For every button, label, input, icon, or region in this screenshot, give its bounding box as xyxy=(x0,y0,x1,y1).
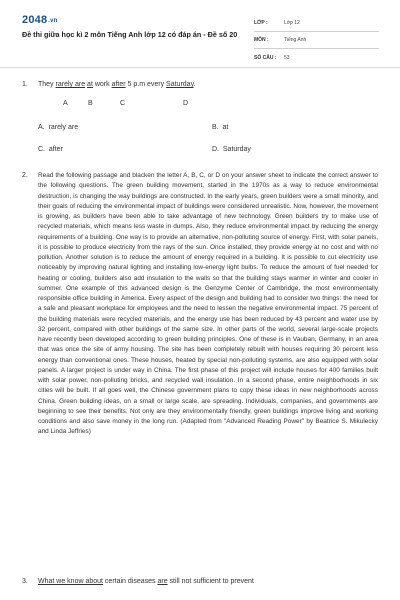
option-text: after xyxy=(48,146,63,153)
header-divider xyxy=(0,67,400,68)
underlined-part-c: after xyxy=(111,81,126,88)
page-header xyxy=(0,0,400,62)
question-3-number: 3. xyxy=(22,578,28,585)
option-text: Saturday xyxy=(222,146,251,153)
meta-row-count xyxy=(254,49,379,66)
stem-text: still not sufficient to prevent xyxy=(167,578,254,585)
option-letter: A. xyxy=(38,124,45,131)
exam-title: Đề thi giữa học kì 2 môn Tiếng Anh lớp 12 có đáp án - Đề số 20 xyxy=(22,30,238,39)
question-1-number: 1. xyxy=(22,81,28,88)
meta-value: Tiếng Anh xyxy=(284,37,307,43)
stem-text: work xyxy=(92,81,112,88)
stem-text: certain diseases xyxy=(102,578,158,585)
underlined-part-d: Saturday xyxy=(166,81,194,88)
option-text: rarely are xyxy=(48,124,79,131)
meta-key: SỐ CÂU : xyxy=(254,54,277,61)
stem-text: . xyxy=(193,81,196,88)
meta-key: MÔN : xyxy=(254,37,269,43)
meta-row-subject xyxy=(254,32,379,49)
underlined-part-a: rarely are xyxy=(55,81,86,88)
option-letter: D. xyxy=(212,146,219,153)
underlined-part-b: are xyxy=(157,578,168,585)
option-letter: C. xyxy=(38,146,45,153)
stem-text: They xyxy=(38,81,56,88)
question-1-stem xyxy=(38,81,196,88)
logo-suffix: .vn xyxy=(48,18,58,24)
option-b[interactable] xyxy=(212,124,228,131)
marker-c: C xyxy=(120,100,126,107)
underlined-part-a: What we know about xyxy=(38,578,103,585)
option-c[interactable] xyxy=(38,146,63,153)
stem-text: 5 p.m every xyxy=(125,81,167,88)
option-letter: B. xyxy=(212,124,219,131)
option-d[interactable] xyxy=(212,146,251,153)
question-3-stem xyxy=(38,578,254,585)
question-2-passage: Read the following passage and blacken the letter A, B, C, or D on your answer sheet to indicate the correct answer to the following questions. The green building movement, started in the 1970s as a way to reduce environmental destruction, is changing the way buildings are constructed. In the early years, green builders were a small minority, and their goals of reducing the environmental impact of buildings were considered unrealistic. Now, however, the movement is growing, as builders have been able to take advantage of new technology. Green builders try to make use of recycled materials, which means less waste in dumps. Also, they reduce environmental impact by reducing the energy requirements of a building. One way is to provide an alternative, non-polluting source of energy. First, with solar panels, it is possible to produce electricity from the rays of the sun. Once installed, they provide energy at no cost and with no pollution. Another solution is to reduce the amount of energy required in a building. It is possible to cut electricity use noticeably by improving natural lighting and installing low-energy light bulbs. To reduce the amount of fuel needed for heating or cooling, builders also add insulation to the walls so that the building stays warmer in winter and cooler in summer. One example of this advanced design is the Genzyme Center of Cambridge, the most environmentally responsible office building in America. Every aspect of the design and building had to consider two things: the need for a safe and pleasant workplace for employees and the need to lessen the negative environmental impact. 75 percent of the building materials were recycled materials, and the energy use has been reduced by 43 percent and water use by 32 percent, compared with other buildings of the same size. In other parts of the world, several large-scale projects have recently been developed according to green building principles. One of these is in Vauban, Germany, in an area that was once the site of army housing. The site has been completely rebuilt with houses requiring 30 percent less energy than conventional ones. These houses, heated by special non-polluting systems, are also equipped with solar panels. A larger project is under way in China. The first phase of this project will include houses for 400 families built with solar power, non-polluting bricks, and recycled wall insulation. In a second phase, entire neighborhoods in six cities will be built. If all goes well, the Chinese government plans to copy these ideas in new neighborhoods across China. Green building ideas, on a small or large scale, are spreading. Individuals, companies, and governments are beginning to see their benefits. Not only are they environmentally friendly, green buildings improve living and working conditions and also save money in the long run. (Adapted from "Advanced Reading Power" by Beatrice S. Mikulecky and Linda Jeffries) xyxy=(38,172,378,436)
underlined-part-b: at xyxy=(87,81,93,88)
question-2-number: 2. xyxy=(22,172,28,179)
meta-value: 53 xyxy=(284,54,290,61)
meta-key: LỚP : xyxy=(254,20,268,26)
site-logo[interactable] xyxy=(22,14,58,26)
marker-d: D xyxy=(183,100,189,107)
logo-text: 2048 xyxy=(22,14,48,26)
marker-b: B xyxy=(88,100,93,107)
exam-meta-table xyxy=(254,15,379,66)
option-a[interactable] xyxy=(38,124,78,131)
meta-row-class xyxy=(254,15,379,32)
marker-a: A xyxy=(63,100,68,107)
option-text: at xyxy=(222,124,229,131)
meta-value: Lớp 12 xyxy=(284,20,300,26)
